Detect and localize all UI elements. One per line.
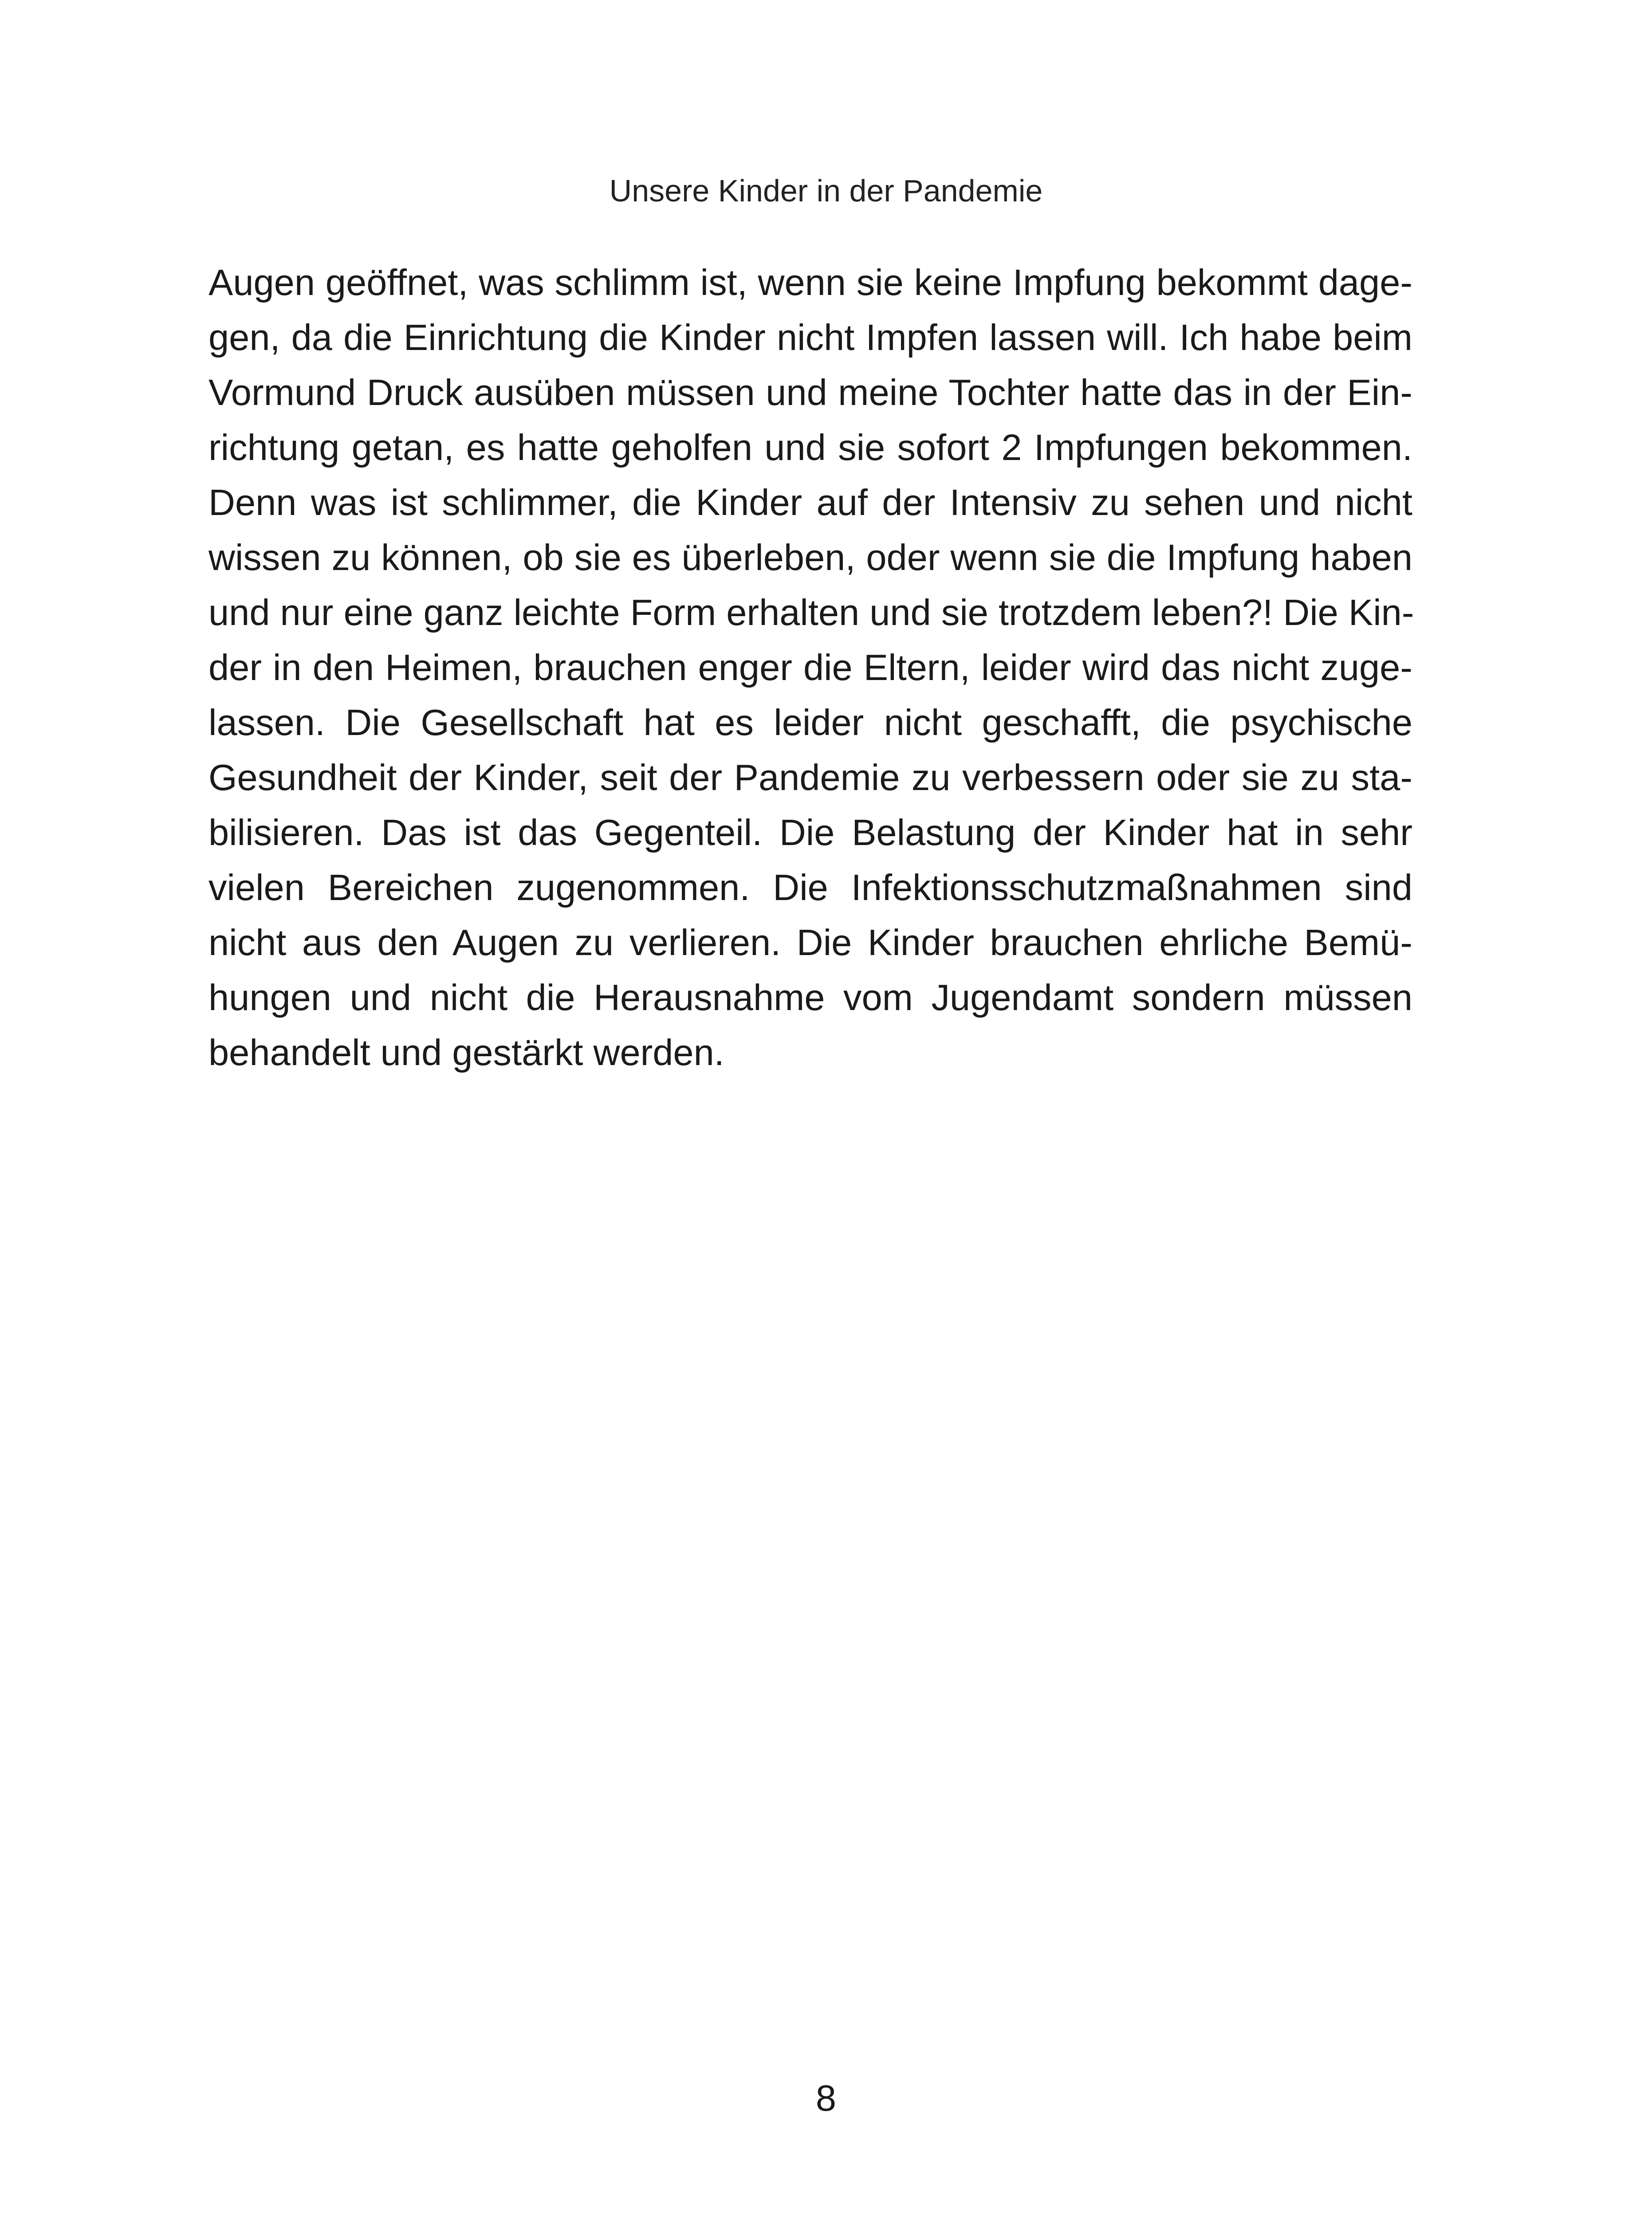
text-line: lassen. Die Gesellschaft hat es leider nicht geschafft, die psychische (208, 702, 1412, 743)
body-paragraph (208, 255, 1412, 1080)
text-line: nicht aus den Augen zu verlieren. Die Kinder brauchen ehrliche Bemü- (208, 922, 1412, 963)
text-line: Gesundheit der Kinder, seit der Pandemie zu verbessern oder sie zu sta- (208, 757, 1412, 798)
text-line-last: behandelt und gestärkt werden. (208, 1032, 724, 1073)
text-line: der in den Heimen, brauchen enger die Eltern, leider wird das nicht zuge- (208, 647, 1412, 688)
text-line: wissen zu können, ob sie es überleben, oder wenn sie die Impfung haben (208, 537, 1412, 578)
text-line: Augen geöffnet, was schlimm ist, wenn sie keine Impfung bekommt dage- (208, 262, 1412, 303)
text-line: richtung getan, es hatte geholfen und sie sofort 2 Impfungen bekommen. (208, 427, 1412, 468)
text-line: Vormund Druck ausüben müssen und meine Tochter hatte das in der Ein- (208, 372, 1412, 413)
page-number: 8 (815, 2077, 837, 2119)
text-line: vielen Bereichen zugenommen. Die Infektionsschutzmaßnahmen sind (208, 867, 1412, 908)
text-line: gen, da die Einrichtung die Kinder nicht Impfen lassen will. Ich habe beim (208, 317, 1412, 358)
text-line: bilisieren. Das ist das Gegenteil. Die Belastung der Kinder hat in sehr (208, 812, 1412, 853)
running-header: Unsere Kinder in der Pandemie (609, 173, 1043, 208)
text-line: Denn was ist schlimmer, die Kinder auf der Intensiv zu sehen und nicht (208, 482, 1412, 523)
text-line: hungen und nicht die Herausnahme vom Jugendamt sondern müssen (208, 977, 1412, 1018)
text-line: und nur eine ganz leichte Form erhalten und sie trotzdem leben?! Die Kin- (208, 592, 1414, 633)
